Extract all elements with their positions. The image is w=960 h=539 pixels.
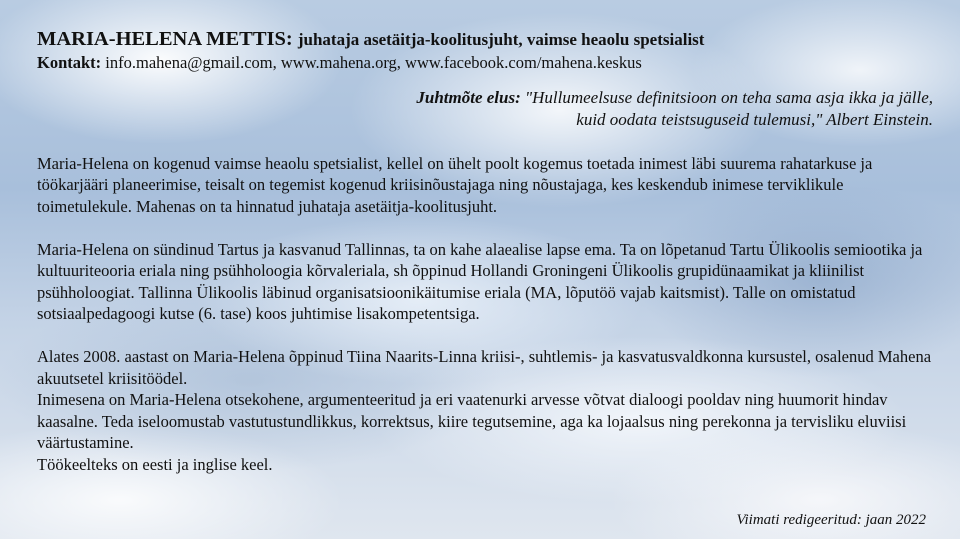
bio-paragraph-5: Töökeelteks on eesti ja inglise keel. [37, 454, 273, 474]
contact-line [37, 53, 933, 73]
profile-content [37, 26, 933, 475]
page-title [37, 26, 933, 53]
motto-quote [37, 87, 933, 131]
bio-paragraph-1: Maria-Helena on kogenud vaimse heaolu spetsialist, kellel on ühelt poolt kogemus toetada inimest läbi suurema rahatarkuse ja töökarjääri planeerimise, teisalt on tegemist kogenud kriisinõustajaga ning nõustajaga, kes keskendub inimese terviklikule toimetulekule. Mahenas on ta hinnatud juhataja asetäitja-koolitusjuht. [37, 153, 873, 216]
motto-line-2: kuid oodata teistsuguseid tulemusi," Albert Einstein. [576, 110, 933, 129]
bio-paragraph-2: Maria-Helena on sündinud Tartus ja kasvanud Tallinnas, ta on kahe alaealise lapse ema. Ta on lõpetanud Tartu Ülikoolis semiootika ja kultuuriteooria eriala ning psühholoogia kõrvaleriala, sh õppinud Hollandi Groningeni Ülikoolis grupidünaamikat ja kliinilist psühholoogiat. Tallinna Ülikoolis läbinud organisatsioonikäitumise eriala (MA, lõputöö vajab kaitsmist). Talle on omistatud sotsiaalpedagoogi kutse (6. tase) koos juhtimise lisakompetentsiga. [37, 239, 923, 323]
person-name: MARIA-HELENA METTIS: [37, 28, 293, 50]
motto-label: Juhtmõte elus: [416, 88, 521, 107]
contact-value: info.mahena@gmail.com, www.mahena.org, www.facebook.com/mahena.keskus [105, 53, 642, 72]
bio-paragraph-4: Inimesena on Maria-Helena otsekohene, argumenteeritud ja eri vaatenurki arvesse võtvat dialoogi pooldav ning huumorit hindav kaasalne. Teda iseloomustab vastutustundlikkus, korrektsus, kiire tegutsemine, aga ka lojaalsus ning perekonna ja tervisliku eluviisi väärtustamine. [37, 390, 907, 452]
bio-paragraph-3: Alates 2008. aastast on Maria-Helena õppinud Tiina Naarits-Linna kriisi-, suhtlemis- ja kasvatusvaldkonna kursustel, osalenud Mahena akuutsetel kriisitöödel. [37, 347, 932, 388]
motto-line-1: "Hullumeelsuse definitsioon on teha sama asja ikka ja jälle, [524, 88, 933, 107]
contact-label: Kontakt: [37, 53, 102, 72]
last-edited-note: Viimati redigeeritud: jaan 2022 [736, 512, 926, 528]
person-role: juhataja asetäitja-koolitusjuht, vaimse heaolu spetsialist [297, 30, 705, 49]
